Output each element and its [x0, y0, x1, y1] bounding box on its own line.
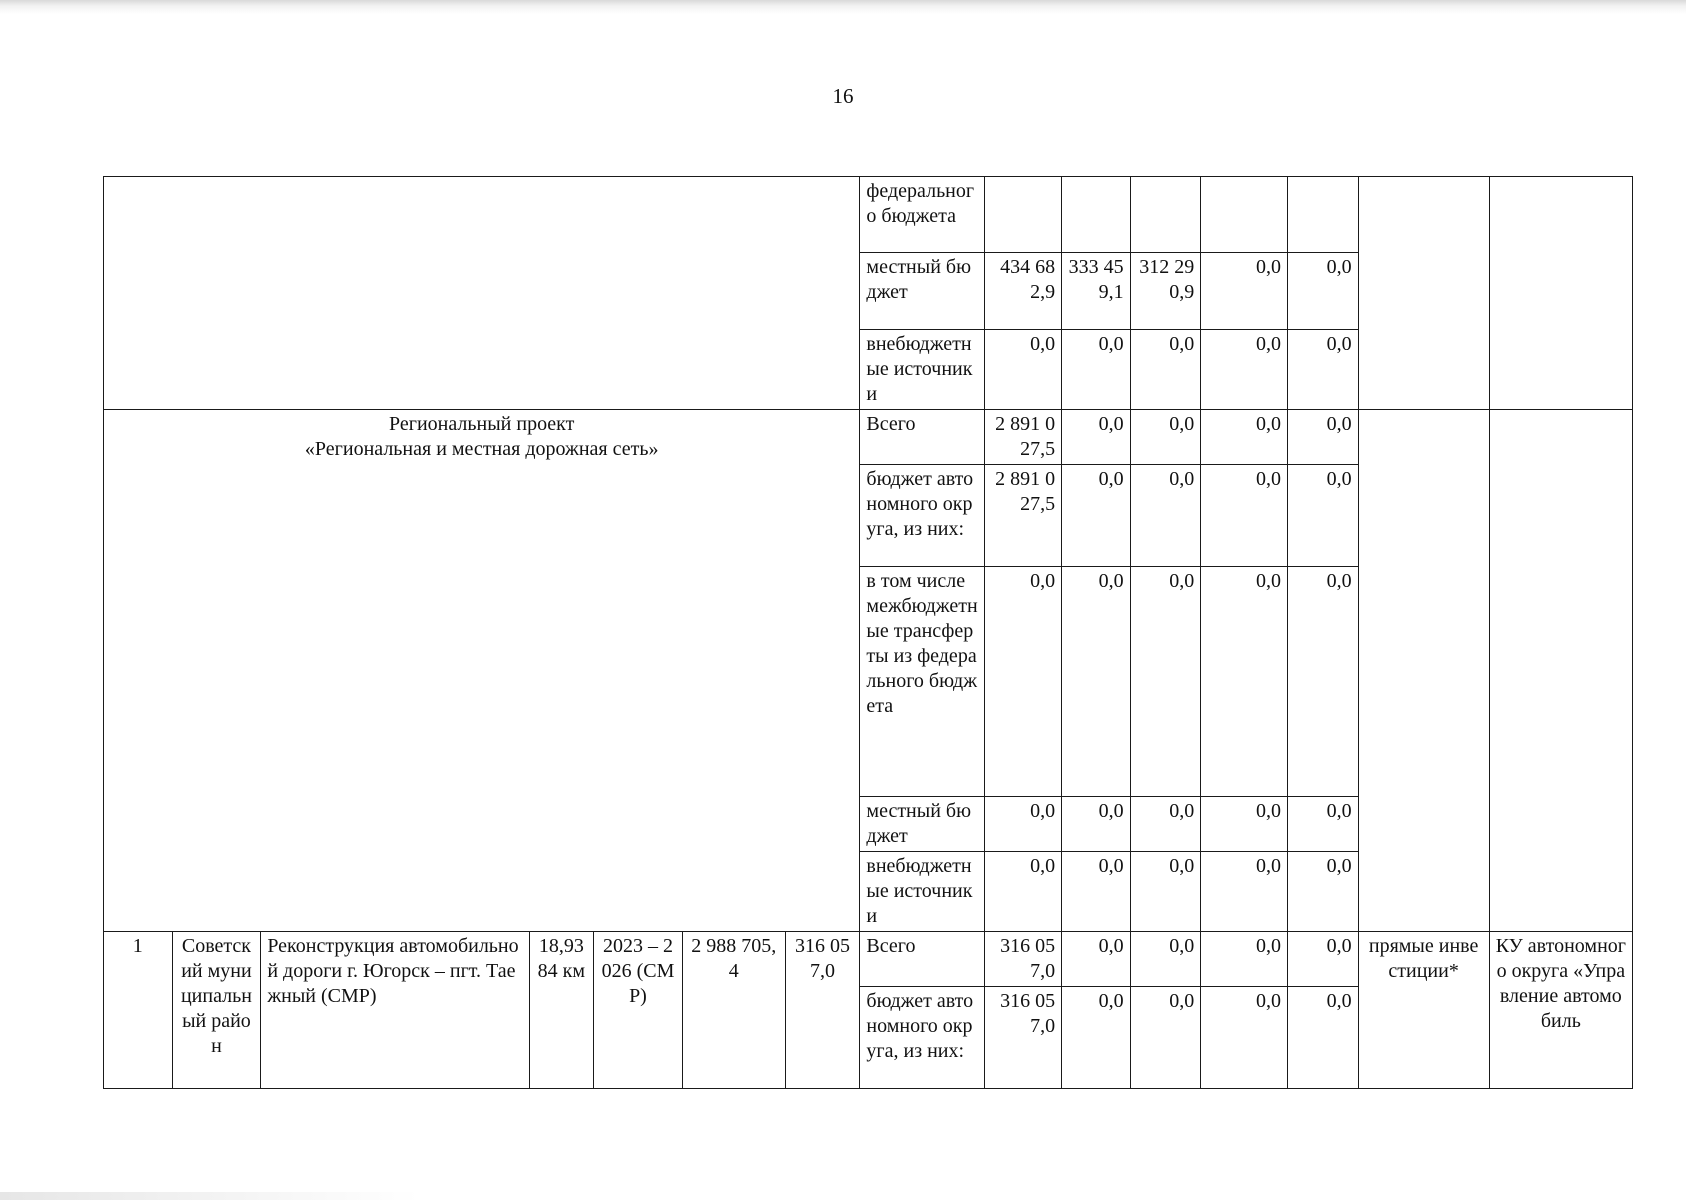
customer-cell: [1489, 177, 1632, 410]
value-cell: 0,0: [1201, 797, 1288, 852]
investment-form-cell: прямые инвестиции*: [1358, 932, 1489, 1089]
source-cell: местный бюджет: [860, 253, 985, 330]
scan-edge-bottom: [0, 1192, 420, 1200]
value-cell: [985, 177, 1062, 253]
object-name-cell: Реконструкция автомобильной дороги г. Югорск – пгт. Таежный (СМР): [261, 932, 529, 1089]
source-cell: местный бюджет: [860, 797, 985, 852]
value-cell: 0,0: [1287, 465, 1358, 567]
value-cell: 0,0: [1062, 797, 1131, 852]
value-cell: 0,0: [1062, 987, 1131, 1089]
value-cell: 0,0: [1287, 987, 1358, 1089]
value-cell: 0,0: [1062, 567, 1131, 797]
value-cell: 0,0: [985, 797, 1062, 852]
value-cell: 0,0: [1201, 932, 1288, 987]
budget-table: [103, 176, 1633, 1089]
value-cell: 0,0: [985, 330, 1062, 410]
table-row: [104, 932, 1633, 987]
value-cell: 0,0: [1062, 932, 1131, 987]
value-cell: 0,0: [1201, 330, 1288, 410]
value-cell: 2 891 027,5: [985, 410, 1062, 465]
value-cell: 434 682,9: [985, 253, 1062, 330]
value-cell: 0,0: [1130, 932, 1201, 987]
value-cell: 0,0: [1130, 567, 1201, 797]
value-cell: 0,0: [985, 567, 1062, 797]
value-cell: 0,0: [1201, 987, 1288, 1089]
value-cell: 0,0: [1130, 330, 1201, 410]
source-cell: бюджет автономного округа, из них:: [860, 465, 985, 567]
value-cell: 0,0: [1130, 465, 1201, 567]
source-cell: бюджет автономного округа, из них:: [860, 987, 985, 1089]
value-cell: 2 891 027,5: [985, 465, 1062, 567]
value-cell: 0,0: [1201, 465, 1288, 567]
value-cell: 333 459,1: [1062, 253, 1131, 330]
municipality-cell: Советский муниципальный район: [172, 932, 261, 1089]
source-cell: Всего: [860, 932, 985, 987]
value-cell: 0,0: [1062, 410, 1131, 465]
object-number-cell: 1: [104, 932, 173, 1089]
value-cell: 0,0: [1130, 852, 1201, 932]
value-cell: 0,0: [1287, 253, 1358, 330]
value-cell: 0,0: [1287, 330, 1358, 410]
value-cell: 0,0: [1062, 852, 1131, 932]
value-cell: [1130, 177, 1201, 253]
investment-form-cell: [1358, 410, 1489, 932]
regional-project-name: «Региональная и местная дорожная сеть»: [304, 438, 659, 460]
capacity-cell: 18,9384 км: [529, 932, 594, 1089]
value-cell: 0,0: [1287, 567, 1358, 797]
regional-project-label: Региональный проект: [389, 413, 575, 435]
customer-cell: КУ автономного округа «Управление автомобиль: [1489, 932, 1632, 1089]
value-cell: 0,0: [1130, 410, 1201, 465]
value-cell: 0,0: [1201, 253, 1288, 330]
value-cell: 0,0: [1287, 410, 1358, 465]
value-cell: 0,0: [1287, 932, 1358, 987]
scan-edge-top: [0, 0, 1686, 14]
customer-cell: [1489, 410, 1632, 932]
source-cell: внебюджетные источники: [860, 852, 985, 932]
value-cell: 0,0: [1062, 465, 1131, 567]
value-cell: [1201, 177, 1288, 253]
investment-form-cell: [1358, 177, 1489, 410]
value-cell: 0,0: [1062, 330, 1131, 410]
value-cell: 0,0: [1201, 852, 1288, 932]
regional-project-title-cell: [104, 410, 860, 932]
page-number: 16: [832, 84, 854, 108]
table-row: [104, 177, 1633, 253]
value-cell: [1287, 177, 1358, 253]
value-cell: 0,0: [1130, 797, 1201, 852]
value-cell: 0,0: [1201, 567, 1288, 797]
source-cell: Всего: [860, 410, 985, 465]
source-cell: внебюджетные источники: [860, 330, 985, 410]
value-cell: 0,0: [1287, 797, 1358, 852]
value-cell: 316 057,0: [985, 932, 1062, 987]
remaining-cost-cell: 316 057,0: [785, 932, 860, 1089]
continuation-blank-cell: [104, 177, 860, 410]
value-cell: 0,0: [1201, 410, 1288, 465]
value-cell: 0,0: [1287, 852, 1358, 932]
period-cell: 2023 – 2026 (СМР): [594, 932, 683, 1089]
value-cell: 0,0: [1130, 987, 1201, 1089]
value-cell: 316 057,0: [985, 987, 1062, 1089]
value-cell: 312 290,9: [1130, 253, 1201, 330]
estimated-cost-cell: 2 988 705,4: [682, 932, 785, 1089]
value-cell: [1062, 177, 1131, 253]
source-cell: в том числе межбюджетные трансферты из федерального бюджета: [860, 567, 985, 797]
value-cell: 0,0: [985, 852, 1062, 932]
source-cell: федерального бюджета: [860, 177, 985, 253]
table-row: [104, 410, 1633, 465]
